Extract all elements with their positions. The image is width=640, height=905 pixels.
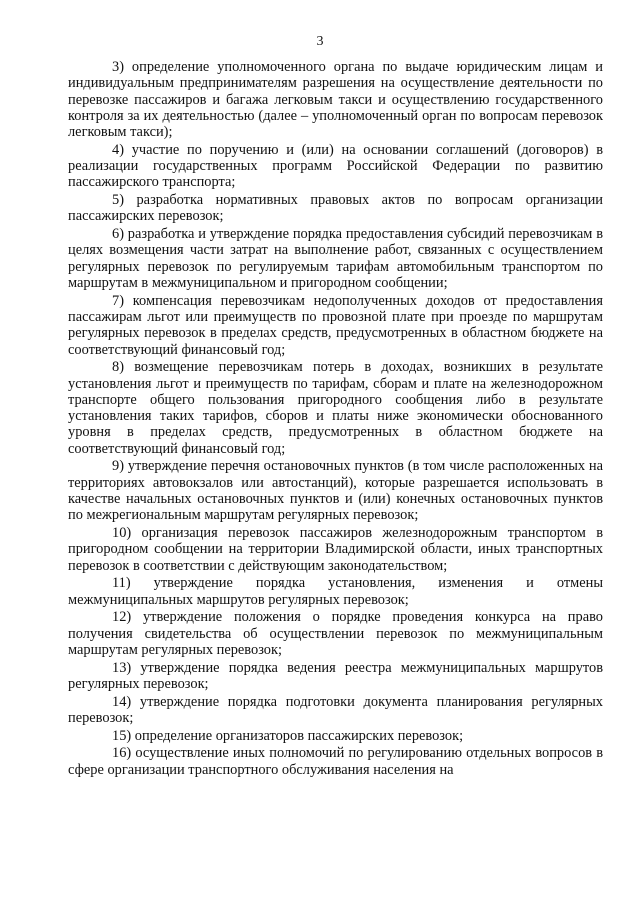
document-body: [68, 59, 603, 779]
page-number: 3: [316, 34, 324, 49]
paragraph-item-9: 9) утверждение перечня остановочных пунктов (в том числе расположенных на территориях автовокзалов или автостанций), которые разрешается использовать в качестве начальных остановочных пунктов и (или) конечных остановочных пунктов по межрегиональным маршрутам регулярных перевозок;: [68, 458, 603, 524]
paragraph-item-4: 4) участие по поручению и (или) на основании соглашений (договоров) в реализации государственных программ Российской Федерации по развитию пассажирского транспорта;: [68, 141, 603, 191]
paragraph-item-12: 12) утверждение положения о порядке проведения конкурса на право получения свидетельства об осуществлении перевозок по межмуниципальным маршрутам регулярных перевозок;: [68, 609, 603, 658]
paragraph-item-5: 5) разработка нормативных правовых актов по вопросам организации пассажирских перевозок;: [68, 192, 603, 225]
paragraph-item-7: 7) компенсация перевозчикам недополученных доходов от предоставления пассажирам льгот или преимуществ по провозной плате при проезде по маршрутам регулярных перевозок в пределах средств, предусмотренных в областном бюджете на соответствующий финансовый год;: [68, 292, 603, 358]
paragraph-item-11: 11) утверждение порядка установления, изменения и отмены межмуниципальных маршрутов регулярных перевозок;: [68, 575, 603, 608]
paragraph-item-10: 10) организация перевозок пассажиров железнодорожным транспортом в пригородном сообщении на территории Владимирской области, иных транспортных перевозок в соответствии с действующим законодательством;: [68, 525, 603, 574]
paragraph-item-3: 3) определение уполномоченного органа по выдаче юридическим лицам и индивидуальным предпринимателям разрешения на осуществление деятельности по перевозке пассажиров и багажа легковым такси и осуществлению государственного контроля за их деятельностью (далее – уполномоченный орган по вопросам перевозок легковым такси);: [68, 59, 603, 141]
paragraph-item-14: 14) утверждение порядка подготовки документа планирования регулярных перевозок;: [68, 693, 603, 726]
paragraph-item-6: 6) разработка и утверждение порядка предоставления субсидий перевозчикам в целях возмещения части затрат на выполнение работ, связанных с осуществлением регулярных перевозок по регулируемым тарифам автомобильным транспортом по маршрутам в межмуниципальном и пригородном сообщении;: [68, 226, 603, 292]
paragraph-item-15: 15) определение организаторов пассажирских перевозок;: [112, 727, 464, 744]
paragraph-item-8: 8) возмещение перевозчикам потерь в доходах, возникших в результате установления льгот и преимуществ по тарифам, сборам и плате на железнодорожном транспорте общего пользования пригородного сообщения либо в результате установления таких тарифов, сборов и платы ниже экономически обоснованного уровня в пределах средств, предусмотренных в областном бюджете на соответствующий финансовый год;: [68, 359, 603, 457]
paragraph-item-13: 13) утверждение порядка ведения реестра межмуниципальных маршрутов регулярных перевозок;: [68, 659, 603, 692]
paragraph-item-16: 16) осуществление иных полномочий по регулированию отдельных вопросов в сфере организации транспортного обслуживания населения на: [68, 745, 603, 778]
